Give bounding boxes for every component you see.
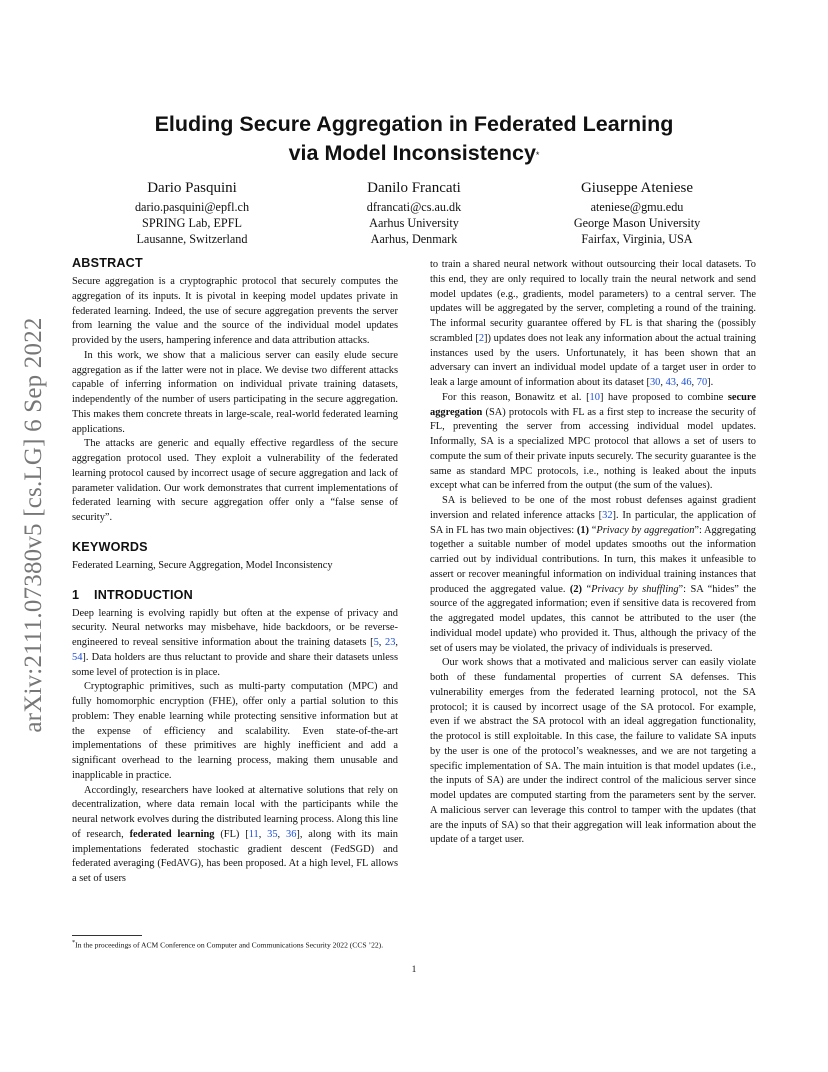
author-affiliation: Aarhus University bbox=[369, 216, 459, 230]
citation-link[interactable]: 32 bbox=[602, 509, 613, 521]
author-name: Dario Pasquini bbox=[147, 180, 237, 196]
abstract-paragraph-2: In this work, we show that a malicious server can easily elude secure aggregation as if the latter were not in place. We devise two different attacks capable of inferring information on individual private training datasets, independently of the number of users participating in the secure aggregation. This makes them concrete threats in large-scale, real-world federated learning applications. bbox=[72, 349, 398, 435]
abstract-heading: ABSTRACT bbox=[72, 256, 143, 270]
intro-heading bbox=[72, 587, 398, 604]
title-line-1: Eluding Secure Aggregation in Federated Learning bbox=[154, 112, 674, 136]
right-paragraph-2: For this reason, Bonawitz et al. [10] have proposed to combine secure aggregation (SA) protocols with FL as a first step to increase the security of FL, preventing the server from accessing individual model updates. Informally, SA is a specialized MPC protocol that allows a set of users to compute the sum of their private inputs securely. The security guarantee is the same as standard MPC protocols, i.e., nothing is leaked about the inputs except what can be inferred from the output (the sum of the values). bbox=[430, 391, 756, 492]
citation-link[interactable]: 35 bbox=[267, 828, 278, 840]
title-line-2-text: via Model Inconsistency bbox=[288, 141, 536, 165]
title-footnote-mark: * bbox=[535, 150, 540, 160]
arxiv-identifier bbox=[12, 290, 56, 760]
page-number: 1 bbox=[411, 965, 417, 975]
citation-link[interactable]: 70 bbox=[696, 377, 708, 388]
author-email: dario.pasquini@epfl.ch bbox=[134, 200, 250, 214]
right-paragraph-1: to train a shared neural network without outsourcing their local datasets. To this end, they are only required to locally train the neural network and send model updates (e.g., gradients, model parameters) to a central server. The updates will be aggregated by the server, completing a round of the training. The informal security guarantee offered by FL is that sharing the (possibly scrambled [2]) updates does not leak any information about the actual training instances used by the users. Unfortunately, it has been shown that an adversary can invert an individual model update of a target user in order to leak a large amount of information about its dataset [30, 43, 46, 70]. bbox=[430, 259, 756, 388]
citation-link[interactable]: 5 bbox=[373, 637, 379, 648]
paper-title bbox=[100, 110, 728, 168]
citation-link[interactable]: 46 bbox=[681, 377, 692, 388]
citation-link[interactable]: 23 bbox=[385, 637, 396, 648]
citation-link[interactable]: 30 bbox=[649, 377, 661, 388]
author-location: Fairfax, Virginia, USA bbox=[581, 232, 693, 246]
author-3 bbox=[522, 178, 752, 247]
author-2 bbox=[299, 178, 529, 247]
intro-paragraph-2: Cryptographic primitives, such as multi-party computation (MPC) and fully homomorphic encryption (FHE), offer only a partial solution to this problem: They enable learning while protecting sensitive information but at the expense of efficiency and scalability. Even state-of-the-art implementations of these primitives are highly inefficient and add a significant overhead to the learning process, making them unusable and inapplicable in practice. bbox=[72, 681, 398, 781]
right-column bbox=[430, 258, 756, 848]
intro-paragraph-1: Deep learning is evolving rapidly but often at the expense of privacy and security. Neural networks may misbehave, hide backdoors, or be reverse-engineered to reveal sensitive information about the training datasets [5, 23, 54]. Data holders are thus reluctant to provide and share their datasets unless some level of protection is in place. bbox=[72, 607, 398, 678]
right-paragraph-3: SA is believed to be one of the most robust defenses against gradient inversion and related inference attacks [32]. In particular, the application of SA in FL has two main objectives: (1) “Privacy by aggregation”: Aggregating together a suitable number of model updates smooths out the information carried out by individual contributions. In turn, this makes it unfeasible to assert or recover meaningful information on individual training instances that produced the aggregated value. (2) “Privacy by shuffling”: SA “hides” the source of the aggregated information; even if sensitive data is recovered from the aggregated model updates, this cannot be attributed to the user (the individual model update) who provided it. Thus, although the privacy of the set of users may be violated, the privacy of individuals is preserved. bbox=[430, 495, 757, 654]
author-location: Aarhus, Denmark bbox=[370, 232, 458, 246]
abstract-paragraph-3: The attacks are generic and equally effective regardless of the secure aggregation protocol used. They exploit a vulnerability of the federated learning protocol caused by incorrect usage of secure aggregation and lack of parameter validation. Our work demonstrates that current implementations of federated learning with secure aggregation offer only a “false sense of security”. bbox=[72, 438, 398, 523]
author-affiliation: George Mason University bbox=[573, 216, 701, 230]
citation-link[interactable]: 11 bbox=[248, 828, 259, 840]
keywords-text: Federated Learning, Secure Aggregation, Model Inconsistency bbox=[72, 559, 333, 571]
author-affiliation: SPRING Lab, EPFL bbox=[142, 216, 242, 230]
citation-link[interactable]: 10 bbox=[589, 391, 600, 403]
author-email: dfrancati@cs.au.dk bbox=[366, 200, 462, 214]
citation-link[interactable]: 43 bbox=[665, 377, 676, 388]
author-name: Giuseppe Ateniese bbox=[580, 180, 694, 196]
title-line-2 bbox=[100, 139, 728, 168]
author-location: Lausanne, Switzerland bbox=[136, 232, 248, 246]
footnote-divider bbox=[72, 935, 142, 936]
section-title: INTRODUCTION bbox=[94, 587, 193, 602]
footnote-mark: * bbox=[72, 939, 76, 946]
author-1 bbox=[77, 178, 307, 247]
author-email: ateniese@gmu.edu bbox=[590, 200, 684, 214]
citation-link[interactable]: 36 bbox=[286, 828, 297, 840]
keywords-heading: KEYWORDS bbox=[72, 539, 148, 554]
footnote-text: In the proceedings of ACM Conference on Computer and Communications Security 2022 (CCS ’22). bbox=[75, 940, 384, 950]
right-paragraph-4: Our work shows that a motivated and malicious server can easily violate both of these fundamental properties of current SA defenses. This vulnerability emerges from the federated learning protocol, not the SA protocol; it is caused by incorrect usage of the SA protocol. For example, even if we abstract the SA protocol with an ideal aggregation functionality, the protocol is still exploitable. In this case, the failure to validate SA inputs by the user is one of the protocol’s weaknesses, and we are not targeting a specific implementation of SA. The main intuition is that model updates (i.e., the inputs of SA) are under the indirect control of the malicious server since model updates are computed starting from the parameters sent by the server. A malicious server can leverage this control to tamper with the updates (that are the inputs of SA) so that their aggregation will leak information about the update of a target user. bbox=[430, 657, 756, 846]
citation-link[interactable]: 2 bbox=[478, 332, 485, 344]
left-column bbox=[72, 255, 398, 887]
author-name: Danilo Francati bbox=[367, 180, 461, 196]
intro-paragraph-3: Accordingly, researchers have looked at alternative solutions that rely on decentralization, where data remain local with the participants while the neural network evolves during the distributed learning process. Along this line of research, federated learning (FL) [11, 35, 36], along with its main implementations federated stochastic gradient descent (FedSGD) and federated averaging (FedAVG), has been proposed. At a high level, FL allows a set of users bbox=[72, 784, 398, 884]
citation-link[interactable]: 54 bbox=[72, 651, 83, 663]
arxiv-identifier-text: arXiv:2111.07380v5 [cs.LG] 6 Sep 2022 bbox=[20, 317, 47, 733]
abstract-paragraph-1: Secure aggregation is a cryptographic protocol that securely computes the aggregation of its inputs. It is pivotal in keeping model updates private in federated learning. Indeed, the use of secure aggregation prevents the server from learning the value and the source of the individual model updates provided by the users, hampering inference and data attribution attacks. bbox=[72, 276, 398, 346]
footnote bbox=[72, 938, 402, 951]
section-number: 1 bbox=[72, 587, 80, 602]
